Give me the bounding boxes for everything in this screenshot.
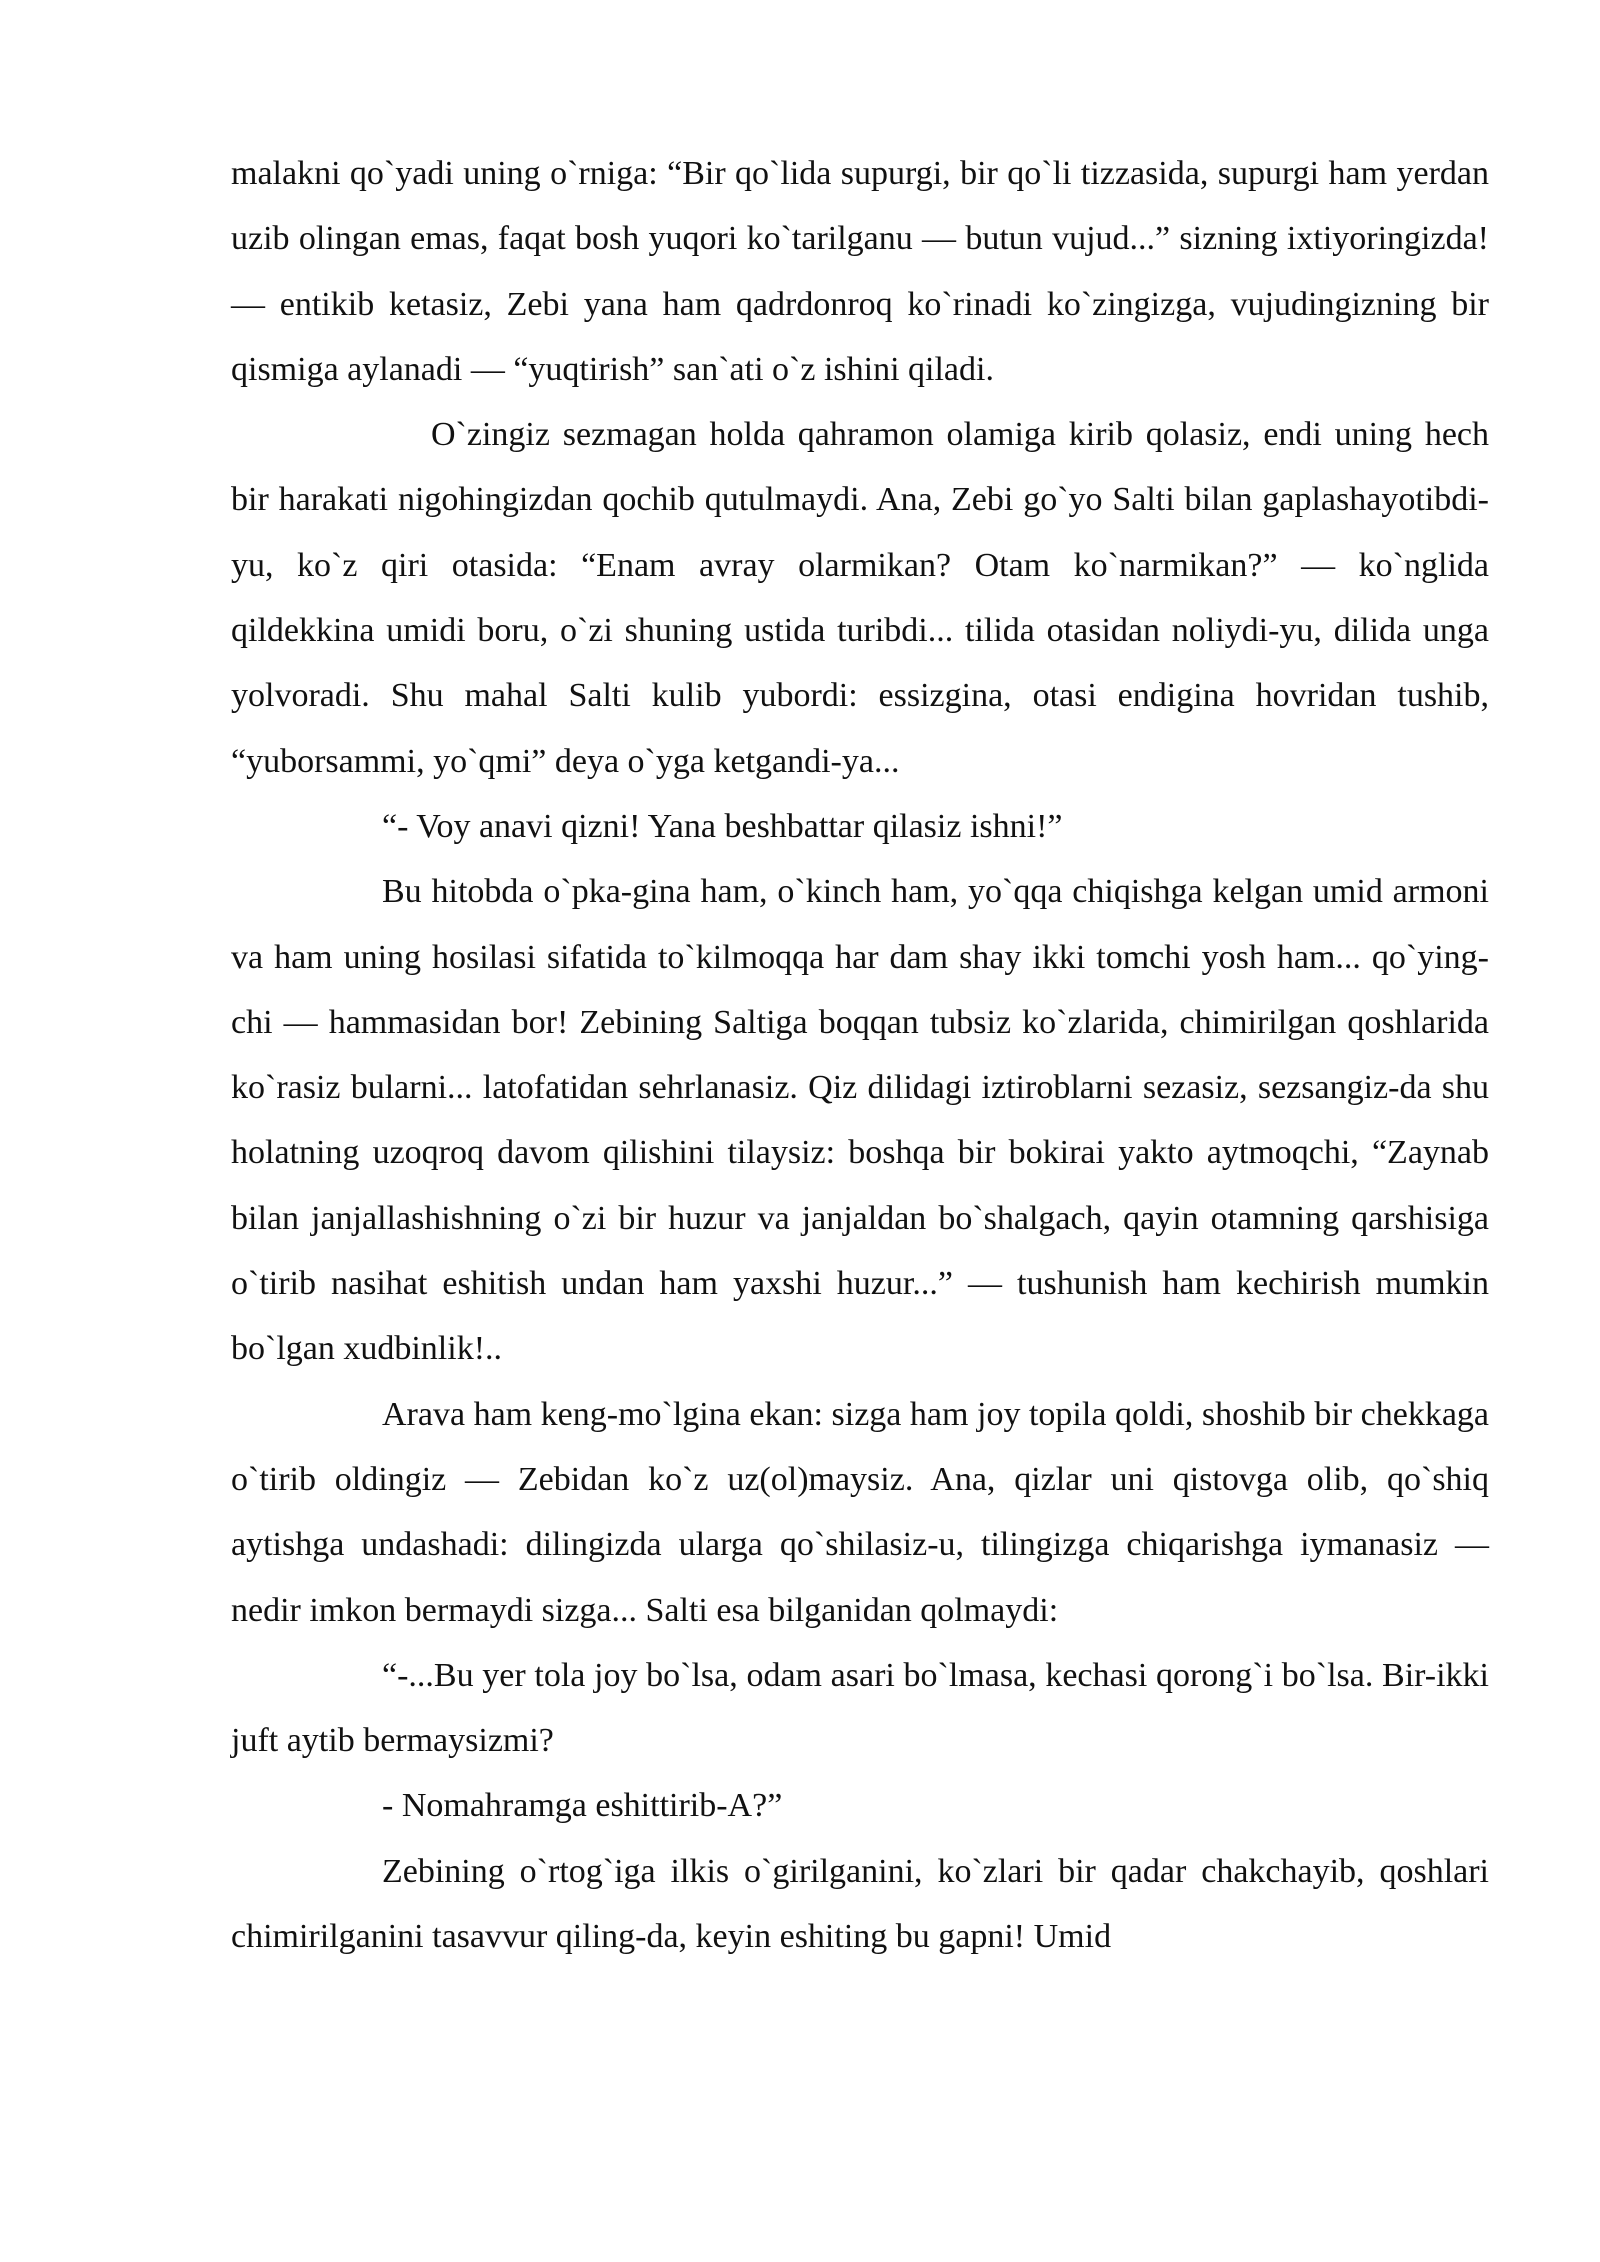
paragraph-3-quote: “- Voy anavi qizni! Yana beshbattar qilasiz ishni!” bbox=[382, 807, 1063, 845]
paragraph-5: Arava ham keng-mo`lgina ekan: sizga ham joy topila qoldi, shoshib bir chekkaga o`tirib oldingiz — Zebidan ko`z uz(ol)maysiz. Ana, qizlar uni qistovga olib, qo`shiq aytishga undashadi: dilingizda ularga qo`shilasiz-u, tilingizga chiqarishga iymanasiz — nedir imkon bermaydi sizga... Salti esa bilganidan qolmaydi: bbox=[231, 1395, 1489, 1629]
paragraph-2: O`zingiz sezmagan holda qahramon olamiga kirib qolasiz, endi uning hech bir harakati nigohingizdan qochib qutulmaydi. Ana, Zebi go`yo Salti bilan gaplashayotibdi-yu, ko`z qiri otasida: “Enam avray olarmikan? Otam ko`narmikan?” — ko`nglida qildekkina umidi boru, o`zi shuning ustida turibdi... tilida otasidan noliydi-yu, dilida unga yolvoradi. Shu mahal Salti kulib yubordi: essizgina, otasi endigina hovridan tushib, “yuborsammi, yo`qmi” deya o`yga ketgandi-ya... bbox=[231, 416, 1489, 780]
paragraph-6-quote: “-...Bu yer tola joy bo`lsa, odam asari bo`lmasa, kechasi qorong`i bo`lsa. Bir-ikki juft aytib bermaysizmi? bbox=[231, 1656, 1489, 1760]
paragraph-4: Bu hitobda o`pka-gina ham, o`kinch ham, yo`qqa chiqishga kelgan umid armoni va ham uning hosilasi sifatida to`kilmoqqa har dam shay ikki tomchi yosh ham... qo`ying-chi — hammasidan bor! Zebining Saltiga boqqan tubsiz ko`zlarida, chimirilgan qoshlarida ko`rasiz bularni... latofatidan sehrlanasiz. Qiz dilidagi iztiroblarni sezasiz, sezsangiz-da shu holatning uzoqroq davom qilishini tilaysiz: boshqa bir bokirai yakto aytmoqchi, “Zaynab bilan janjallashishning o`zi bir huzur va janjaldan bo`shalgach, qayin otamning qarshisiga o`tirib nasihat eshitish undan ham yaxshi huzur...” — tushunish ham kechirish mumkin bo`lgan xudbinlik!.. bbox=[231, 873, 1489, 1368]
paragraph-7-quote: - Nomahramga eshittirib-A?” bbox=[382, 1787, 783, 1825]
paragraph-1: malakni qo`yadi uning o`rniga: “Bir qo`lida supurgi, bir qo`li tizzasida, supurgi ham yerdan uzib olingan emas, faqat bosh yuqori ko`tarilganu — butun vujud...” sizning ixtiyoringizda! — entikib ketasiz, Zebi yana ham qadrdonroq ko`rinadi ko`zingizga, vujudingizning bir qismiga aylanadi — “yuqtirish” san`ati o`z ishini qiladi. bbox=[231, 155, 1489, 388]
body-text bbox=[231, 141, 1489, 1969]
paragraph-8: Zebining o`rtog`iga ilkis o`girilganini, ko`zlari bir qadar chakchayib, qoshlari chimirilganini tasavvur qiling-da, keyin eshiting bu gapni! Umid bbox=[231, 1852, 1489, 1956]
